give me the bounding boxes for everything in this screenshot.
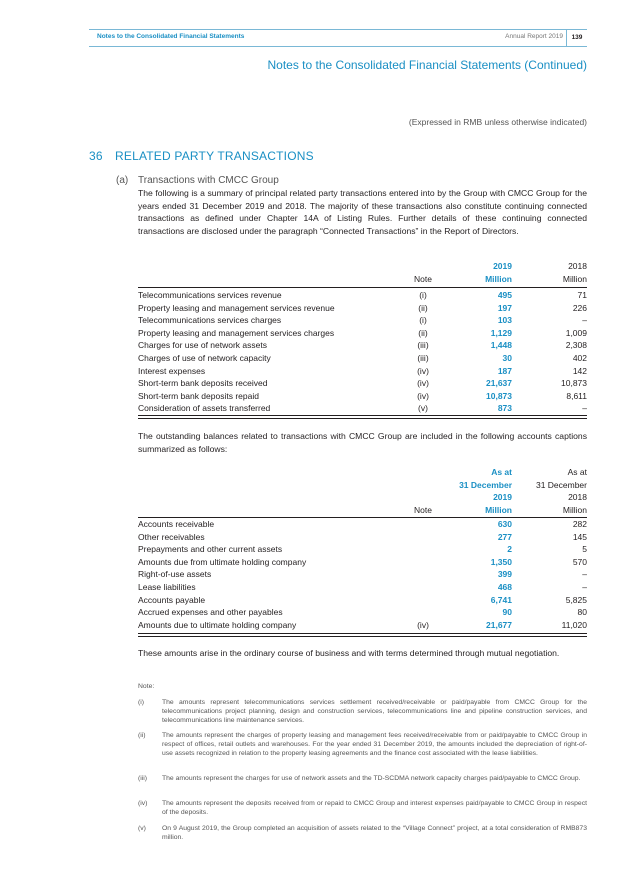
value-2018: 11,020 [561, 619, 587, 630]
table-row [138, 327, 587, 340]
value-2019: 1,350 [490, 556, 512, 567]
row-label: Consideration of assets transferred [138, 403, 271, 414]
table-header-row [138, 466, 587, 479]
header-section-title: Notes to the Consolidated Financial Statements [97, 33, 245, 40]
value-2019: 6,741 [490, 594, 512, 605]
row-label: Accounts receivable [138, 519, 215, 529]
table-row [138, 289, 587, 302]
footnote [138, 799, 587, 817]
value-2018: 142 [572, 365, 587, 376]
footnote-label: (i) [138, 699, 145, 706]
value-2019: 90 [502, 607, 512, 618]
row-note: (iv) [417, 390, 429, 401]
footnote [138, 824, 587, 842]
as-at-2019-header: As at [491, 467, 512, 477]
table-header-row [138, 479, 587, 492]
footnote-label: (iv) [138, 800, 148, 807]
year-2019-header: 2019 [493, 261, 512, 271]
table-header-row [138, 260, 587, 273]
table-row [138, 619, 587, 632]
table-row [138, 390, 587, 403]
running-header [89, 29, 587, 47]
row-label: Lease liabilities [138, 581, 196, 592]
row-note: (iv) [417, 619, 429, 630]
outstanding-paragraph: The outstanding balances related to transactions with CMCC Group are included in the following accounts captions summarized as follows: [138, 431, 587, 454]
table-header-row [138, 491, 587, 504]
value-2018: 5,825 [565, 594, 587, 605]
value-2018: – [582, 569, 587, 580]
footnote-text: On 9 August 2019, the Group completed an acquisition of assets related to the “Village Connect” project, at a total consideration of RMB873 million. [162, 825, 587, 841]
row-note: (i) [419, 290, 427, 300]
value-2018: 2,308 [565, 340, 587, 351]
value-2018: – [582, 581, 587, 592]
row-note: (i) [419, 315, 427, 326]
row-note: (iv) [417, 365, 429, 376]
note-header: Note [414, 504, 432, 515]
subsection-heading [116, 175, 279, 186]
value-2019: 399 [497, 569, 512, 580]
value-2019: 1,448 [490, 340, 512, 351]
row-label: Short-term bank deposits repaid [138, 390, 259, 401]
value-2018: 402 [572, 352, 587, 363]
balances-table-header [138, 466, 587, 516]
row-label: Right-of-use assets [138, 569, 212, 580]
unit-2019-header: Million [485, 504, 512, 515]
value-2018: 8,611 [566, 390, 587, 401]
value-2019: 2 [507, 544, 512, 555]
row-note: (v) [418, 403, 428, 414]
unit-2018-header: Million [562, 504, 587, 515]
value-2018: 145 [572, 531, 587, 542]
subsection-title: Transactions with CMCC Group [138, 175, 279, 186]
table-row [138, 314, 587, 327]
dec-2018-header: 31 December [535, 479, 587, 490]
value-2019: 495 [497, 290, 512, 300]
table-row [138, 581, 587, 594]
footnote [138, 731, 587, 758]
footnote-label: (ii) [138, 732, 146, 739]
as-at-2018-header: As at [567, 467, 587, 477]
subsection-label: (a) [116, 175, 129, 186]
row-label: Charges of use of network capacity [138, 352, 271, 363]
table-row [138, 606, 587, 619]
row-note: (iii) [417, 352, 429, 363]
value-2018: 570 [572, 556, 587, 567]
section-heading [89, 149, 314, 163]
row-note: (iv) [417, 378, 429, 389]
row-note: (ii) [418, 327, 428, 338]
footnote-label: (iii) [138, 775, 148, 782]
footnote [138, 698, 587, 725]
row-label: Telecommunications services revenue [138, 290, 282, 300]
table-row [138, 339, 587, 352]
transactions-table-body [138, 289, 587, 415]
dec-2019-header: 31 December [459, 479, 512, 490]
footnote-text: The amounts represent the charges of property leasing and management fees received/receivable from or paid/payable to CMCC Group in respect of offices, retail outlets and warehouses. For the year ended 31 December 2019, the amounts included the depreciation of right-of-use assets recognized in relation to the property leasing agreements and the finance cost associated with the lease liabilities. [162, 732, 587, 757]
footnote-text: The amounts represent the charges for use of network assets and the TD-SCDMA network capacity charges paid/payable to CMCC Group. [162, 775, 581, 782]
table-row [138, 352, 587, 365]
table-row [138, 531, 587, 544]
value-2019: 30 [502, 352, 512, 363]
table-row [138, 543, 587, 556]
notes-title: Notes to the Consolidated Financial Statements (Continued) [267, 58, 587, 72]
closing-paragraph: These amounts arise in the ordinary course of business and with terms determined through mutual negotiation. [138, 648, 560, 658]
intro-paragraph: The following is a summary of principal related party transactions entered into by the Group with CMCC Group for the years ended 31 December 2019 and 2018. The majority of these transactions also constitute continuing connected transactions as defined under Chapter 14A of Listing Rules. Further details of these continuing connected transactions are disclosed under the paragraph “Connected Transactions” in the Report of Directors. [138, 188, 587, 236]
value-2019: 10,873 [486, 390, 512, 401]
note-label: Note: [138, 683, 155, 690]
value-2019: 277 [497, 531, 512, 542]
table-bottom-rule [138, 415, 587, 419]
table-row [138, 594, 587, 607]
unit-2018-header: Million [562, 273, 587, 284]
row-label: Property leasing and management services charges [138, 327, 335, 338]
row-label: Other receivables [138, 531, 205, 542]
value-2018: 71 [577, 290, 587, 300]
row-label: Prepayments and other current assets [138, 544, 283, 555]
row-label: Accrued expenses and other payables [138, 607, 283, 618]
table-row [138, 302, 587, 315]
value-2019: 468 [497, 581, 512, 592]
year-2018-header: 2018 [568, 261, 587, 271]
row-label: Charges for use of network assets [138, 340, 267, 351]
row-label: Property leasing and management services revenue [138, 302, 335, 313]
footnote-text: The amounts represent the deposits received from or repaid to CMCC Group and interest expenses paid/payable to CMCC Group in respect of the deposits. [162, 800, 587, 816]
value-2019: 630 [497, 519, 512, 529]
header-report-name: Annual Report 2019 [505, 33, 563, 40]
table-row [138, 402, 587, 415]
table-row [138, 556, 587, 569]
section-number: 36 [89, 149, 103, 163]
table-bottom-rule [138, 633, 587, 637]
row-label: Amounts due from ultimate holding company [138, 556, 307, 567]
balances-table-body [138, 518, 587, 631]
value-2019: 187 [497, 365, 512, 376]
table-row [138, 568, 587, 581]
value-2018: 5 [582, 544, 587, 555]
value-2019: 1,129 [490, 327, 512, 338]
value-2019: 21,637 [486, 378, 512, 389]
value-2019: 873 [497, 403, 512, 414]
row-label: Telecommunications services charges [138, 315, 282, 326]
note-header: Note [414, 273, 432, 284]
transactions-table-header [138, 260, 587, 285]
table-top-rule [138, 287, 587, 288]
value-2018: – [582, 403, 587, 414]
row-label: Amounts due to ultimate holding company [138, 619, 297, 630]
table-row [138, 518, 587, 531]
page-number: 139 [566, 30, 587, 46]
row-note: (ii) [418, 302, 428, 313]
year-2018-header: 2018 [568, 492, 587, 503]
year-2019-header: 2019 [493, 492, 512, 503]
row-label: Short-term bank deposits received [138, 378, 268, 389]
value-2018: 80 [577, 607, 587, 618]
table-row [138, 365, 587, 378]
value-2018: – [582, 315, 587, 326]
row-label: Interest expenses [138, 365, 206, 376]
unit-2019-header: Million [485, 273, 512, 284]
section-title: RELATED PARTY TRANSACTIONS [115, 149, 314, 163]
footnote-text: The amounts represent telecommunications services settlement received/receivable or paid/payable from CMCC Group for the telecommunications project planning, design and construction services, telecommunications line and pipeline construction services, and telecommunications line maintenance services. [162, 699, 587, 724]
row-note: (iii) [417, 340, 429, 351]
value-2018: 1,009 [565, 327, 587, 338]
footnote [138, 774, 587, 783]
table-row [138, 377, 587, 390]
footnote-label: (v) [138, 825, 146, 832]
value-2019: 197 [497, 302, 512, 313]
table-header-row [138, 273, 587, 286]
value-2018: 10,873 [561, 378, 587, 389]
value-2019: 21,677 [486, 619, 512, 630]
value-2018: 226 [572, 302, 587, 313]
table-header-row [138, 504, 587, 517]
value-2019: 103 [497, 315, 512, 326]
row-label: Accounts payable [138, 594, 206, 605]
currency-note: (Expressed in RMB unless otherwise indicated) [408, 117, 587, 127]
value-2018: 282 [572, 519, 587, 529]
